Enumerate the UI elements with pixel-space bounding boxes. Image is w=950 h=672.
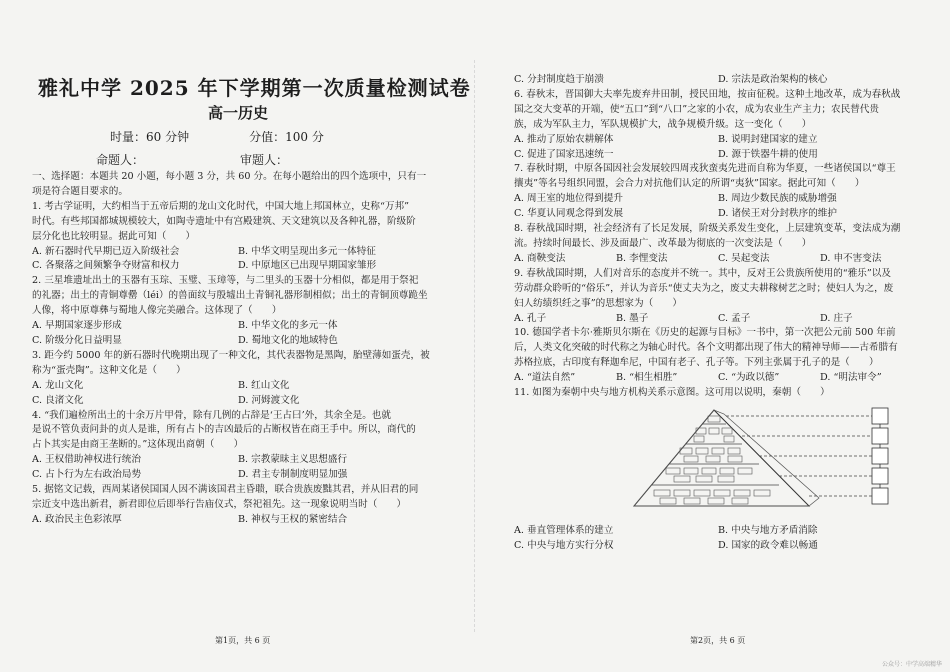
question-line: 占卜其实是由商王垄断的。”这体现出商朝（ ） [32,439,244,451]
option-d[interactable]: D. 庄子 [820,312,853,324]
question-options [32,245,444,275]
question-3 [32,349,444,409]
question-line: 族，成为军队主力，军队规模扩大，战争规模升级。这一变化（ ） [514,118,812,130]
question-options [514,312,922,327]
level-label-boxes [872,408,888,504]
question-9 [514,267,922,327]
question-line: 人像，将中原尊彝与蜀地人像完美融合。这体现了（ ） [32,305,282,317]
option-d[interactable]: D. 国家的政令难以畅通 [718,539,818,551]
right-question-block [514,73,922,554]
exam-score: 分值：100 分 [249,130,324,144]
question-line: 妇人纺绩织纴之事”的思想家为（ ） [514,297,682,309]
option-b[interactable]: B. “相生相胜” [616,372,678,384]
option-b[interactable]: B. 红山文化 [238,379,290,391]
option-c[interactable]: C. 各聚落之间频繁争夺财富和权力 [32,260,180,272]
exam-proposer: 命题人： [96,153,145,167]
question-line: 3. 距今约 5000 年的新石器时代晚期出现了一种文化，其代表器物是黑陶，胎壁薄如蛋壳，被 [32,349,430,361]
question-line: 层分化也比较明显。据此可知（ ） [32,230,196,242]
option-a[interactable]: A. “道法自然” [514,372,576,384]
option-a[interactable]: A. 新石器时代早期已迈入阶级社会 [32,245,180,257]
question-7 [514,162,922,222]
question-line: 11. 如图为秦朝中央与地方机构关系示意图。这可用以说明，秦朝（ ） [514,387,830,399]
option-a[interactable]: A. 孔子 [514,312,547,324]
exam-title: 雅礼中学 2025 年下学期第一次质量检测试卷 [38,76,471,100]
question-options [514,133,922,163]
question-line: 2. 三星堆遗址出土的玉器有玉琮、玉璧、玉璋等，与二里头的玉器十分相似，都是用于祭祀 [32,275,419,287]
option-c[interactable]: C. 良渚文化 [32,394,84,406]
question-line: 7. 春秋时期，中原各国因社会发展较四周戎狄蛮夷先进而自称为华夏，一些诸侯国以“尊王 [514,163,896,175]
pyramid-diagram-svg [614,406,914,518]
option-b[interactable]: B. 宗教蒙昧主义思想盛行 [238,454,348,466]
left-question-block [32,170,444,528]
question-line: 1. 考古学证明，大约相当于五帝后期的龙山文化时代，中国大地上邦国林立，史称“万邦” [32,200,409,212]
option-c[interactable]: C. 华夏认同观念得到发展 [514,208,624,220]
question-2 [32,274,444,349]
option-c[interactable]: C. 占卜行为左右政治局势 [32,469,142,481]
question-options [514,252,922,267]
question-line: 流。持续时间最长、涉及面最广、改革最为彻底的一次变法是（ ） [514,237,812,249]
question-line: 5. 据铭文记载，西周某诸侯国国人因不满该国君主昏聩，联合贵族废黜其君，并从旧君的同 [32,484,419,496]
option-c[interactable]: C. 促进了国家迅速统一 [514,148,614,160]
question-5-continued-options [514,73,922,88]
option-a[interactable]: A. 王权借助神权进行统治 [32,454,141,466]
connector-lines [726,416,872,496]
option-a[interactable]: A. 商鞅变法 [514,252,566,264]
option-d[interactable]: D. 蜀地文化的地域特色 [238,334,338,346]
option-b[interactable]: B. 说明封建国家的建立 [718,133,818,145]
option-c[interactable]: C. 阶级分化日益明显 [32,334,122,346]
option-c[interactable]: C. 孟子 [718,312,751,324]
option-d[interactable]: D. 河姆渡文化 [238,394,300,406]
question-line: 10. 德国学者卡尔·雅斯贝尔斯在《历史的起源与目标》一书中，第一次把公元前 500 年前 [514,327,896,339]
question-options [514,371,922,386]
section-intro-line: 一、选择题：本题共 20 小题，每小题 3 分，共 60 分。在每小题给出的四个选项中，只有一 [32,171,427,182]
option-b[interactable]: B. 墨子 [616,312,649,324]
option-b[interactable]: B. 中央与地方矛盾消除 [718,524,818,536]
question-4 [32,409,444,484]
option-c[interactable]: C. 分封制度趋于崩溃 [514,74,604,85]
question-6 [514,88,922,163]
option-a[interactable]: A. 推动了原始农耕解体 [514,133,614,145]
option-d[interactable]: D. 源于铁器牛耕的使用 [718,148,818,160]
option-a[interactable]: A. 龙山文化 [32,379,84,391]
option-b[interactable]: B. 中华文化的多元一体 [238,320,338,332]
question-options [32,513,444,528]
question-line: 4. “我们遍检所出土的十余万片甲骨，除有几例的占辞是‘王占曰’外，其余全是。也就 [32,409,391,421]
watermark: 公众号：中学高端精华 [881,661,942,668]
page-footer: 第1页，共 6 页 [215,636,271,645]
option-d[interactable]: D. 诸侯王对分封秩序的维护 [718,208,837,220]
question-options [32,453,444,483]
question-line: 宗近支中选出新君，新君即位后即举行告庙仪式，祭祀祖先。这一现象说明当时（ ） [32,498,407,510]
question-line: 劳动群众聆听的“俗乐”，并认为音乐“使丈夫为之，废丈夫耕稼树艺之时；使妇人为之，废 [514,282,894,294]
option-d[interactable]: D. 宗法是政治架构的核心 [718,74,828,85]
pyramid-boxes [654,416,770,504]
option-d[interactable]: D. 中原地区已出现早期国家雏形 [238,260,377,272]
question-options [514,524,922,554]
option-b[interactable]: B. 李悝变法 [616,252,668,264]
option-a[interactable]: A. 早期国家逐步形成 [32,320,122,332]
option-a[interactable]: A. 周王室的地位得到提升 [514,193,623,205]
question-line: 6. 春秋末，晋国御大夫率先废弃井田制，授民田地，按亩征税。这种土地改革，成为春秋战 [514,88,901,100]
question-line: 后，人类文化突破的时代称之为轴心时代。各个文明都出现了伟大的精神导师——古希腊有 [514,342,898,354]
question-10 [514,326,922,386]
option-d[interactable]: D. 申不害变法 [820,252,882,264]
question-options [32,379,444,409]
option-a[interactable]: A. 垂直管理体系的建立 [514,524,614,536]
question-line: 9. 春秋战国时期，人们对音乐的态度并不统一。其中，反对王公贵族所使用的“雅乐”以及 [514,267,891,279]
option-a[interactable]: A. 政治民主色彩浓厚 [32,513,122,525]
exam-reviewer: 审题人： [240,153,289,167]
question-line: 8. 春秋战国时期，社会经济有了长足发展，阶级关系发生变化，上层建筑变革，变法成为潮 [514,223,901,235]
option-d[interactable]: D. “明法审令” [820,372,882,384]
pyramid-side [634,410,819,506]
question-line: 国之交大变革的开端，使“五口”到“八口”之家的小农，成为农业生产主力；农民替代贵 [514,103,879,115]
option-c[interactable]: C. “为政以德” [718,372,780,384]
option-b[interactable]: B. 周边少数民族的威胁增强 [718,193,837,205]
question-line: 是说不管负责问卦的贞人是谁，所有占卜的吉凶最后的占断权皆在商王手中。所以，商代的 [32,424,416,436]
question-line: 时代。有些邦国都城规模较大，如陶寺遗址中有宫殿建筑、天文建筑以及各种礼器，阶级阶 [32,215,416,227]
question-options [514,192,922,222]
exam-time: 时量：60 分钟 [110,130,190,144]
qin-hierarchy-diagram [614,406,914,518]
question-line: 苏格拉底，古印度有释迦牟尼，中国有老子、孔子等。下列主张属于孔子的是（ ） [514,357,879,369]
question-1 [32,200,444,275]
exam-meta-time-score [110,128,324,145]
question-line: 攘夷”等名号组织同盟，会合力对抗他们认定的所谓“夷狄”国家。据此可知（ ） [514,178,865,190]
option-d[interactable]: D. 君主专制制度明显加强 [238,469,348,481]
option-c[interactable]: C. 吴起变法 [718,252,770,264]
option-b[interactable]: B. 中华文明呈现出多元一体特征 [238,245,376,257]
question-line: 的礼器；出土的青铜尊罍（léi）的兽面纹与殷墟出土青铜礼器形制相似；出土的青铜顶尊跪坐 [32,290,428,302]
section-intro-line: 项是符合题目要求的。 [32,185,128,197]
question-line: 称为“蛋壳陶”。这种文化是（ ） [32,364,186,376]
option-c[interactable]: C. 中央与地方实行分权 [514,539,614,551]
question-5 [32,483,444,528]
exam-meta-authors [96,151,288,168]
exam-subject: 高一历史 [207,104,268,122]
question-options [32,319,444,349]
page-footer: 第2页，共 6 页 [690,636,746,645]
question-8 [514,222,922,267]
question-11 [514,386,922,554]
option-b[interactable]: B. 神权与王权的紧密结合 [238,513,348,525]
